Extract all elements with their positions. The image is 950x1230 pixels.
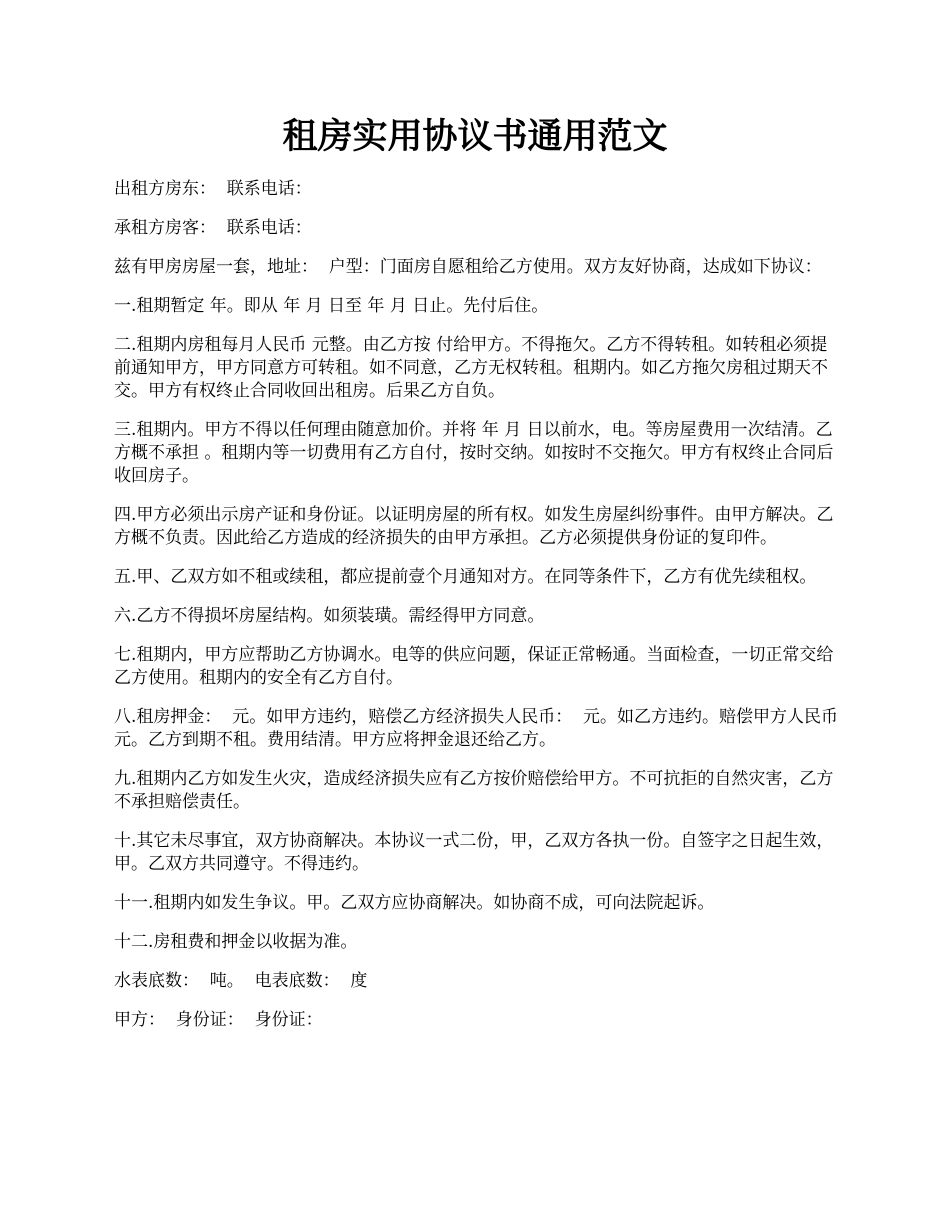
clause-10: 十.其它未尽事宜，双方协商解决。本协议一式二份，甲，乙双方各执一份。自签字之日起生效，甲。乙双方共同遵守。不得违约。 xyxy=(114,831,834,874)
clause-5: 五.甲、乙双方如不租或续租，都应提前壹个月通知对方。在同等条件下，乙方有优先续租权。 xyxy=(114,567,817,587)
tenant-line: 承租方房客： 联系电话： xyxy=(114,218,312,238)
meter-readings-line: 水表底数： 吨。 电表底数： 度 xyxy=(114,971,368,991)
landlord-line: 出租方房东： 联系电话： xyxy=(114,179,312,199)
document-title: 租房实用协议书通用范文 xyxy=(282,116,668,157)
signature-line: 甲方： 身份证： 身份证： xyxy=(114,1010,323,1030)
document-body xyxy=(114,178,842,1048)
clause-1: 一.租期暂定 年。即从 年 月 日至 年 月 日止。先付后住。 xyxy=(114,296,549,316)
clause-11: 十一.租期内如发生争议。甲。乙双方应协商解决。如协商不成，可向法院起诉。 xyxy=(114,893,715,913)
clause-7: 七.租期内，甲方应帮助乙方协调水。电等的供应问题，保证正常畅通。当面检查，一切正常交给乙方使用。租期内的安全有乙方自付。 xyxy=(114,645,834,688)
clause-12: 十二.房租费和押金以收据为准。 xyxy=(114,932,358,952)
intro-paragraph: 兹有甲房房屋一套，地址： 户型：门面房自愿租给乙方使用。双方友好协商，达成如下协议： xyxy=(114,257,822,277)
clause-3: 三.租期内。甲方不得以任何理由随意加价。并将 年 月 日以前水，电。等房屋费用一次结清。乙方概不承担 。租期内等一切费用有乙方自付，按时交纳。如按时不交拖欠。甲方有权终止合同后收回房子。 xyxy=(114,420,834,486)
clause-2: 二.租期内房租每月人民币 元整。由乙方按 付给甲方。不得拖欠。乙方不得转租。如转租必须提前通知甲方，甲方同意方可转租。如不同意，乙方无权转租。租期内。如乙方拖欠房租过期天不交。甲方有权终止合同收回出租房。后果乙方自负。 xyxy=(114,335,828,401)
clause-6: 六.乙方不得损坏房屋结构。如须装璜。需经得甲方同意。 xyxy=(114,606,545,626)
clause-4: 四.甲方必须出示房产证和身份证。以证明房屋的所有权。如发生房屋纠纷事件。由甲方解决。乙方概不负责。因此给乙方造成的经济损失的由甲方承担。乙方必须提供身份证的复印件。 xyxy=(114,505,834,548)
clause-9: 九.租期内乙方如发生火灾，造成经济损失应有乙方按价赔偿给甲方。不可抗拒的自然灾害，乙方不承担赔偿责任。 xyxy=(114,769,834,812)
clause-8: 八.租房押金： 元。如甲方违约，赔偿乙方经济损失人民币： 元。如乙方违约。赔偿甲方人民币 元。乙方到期不租。费用结清。甲方应将押金退还给乙方。 xyxy=(114,707,844,750)
